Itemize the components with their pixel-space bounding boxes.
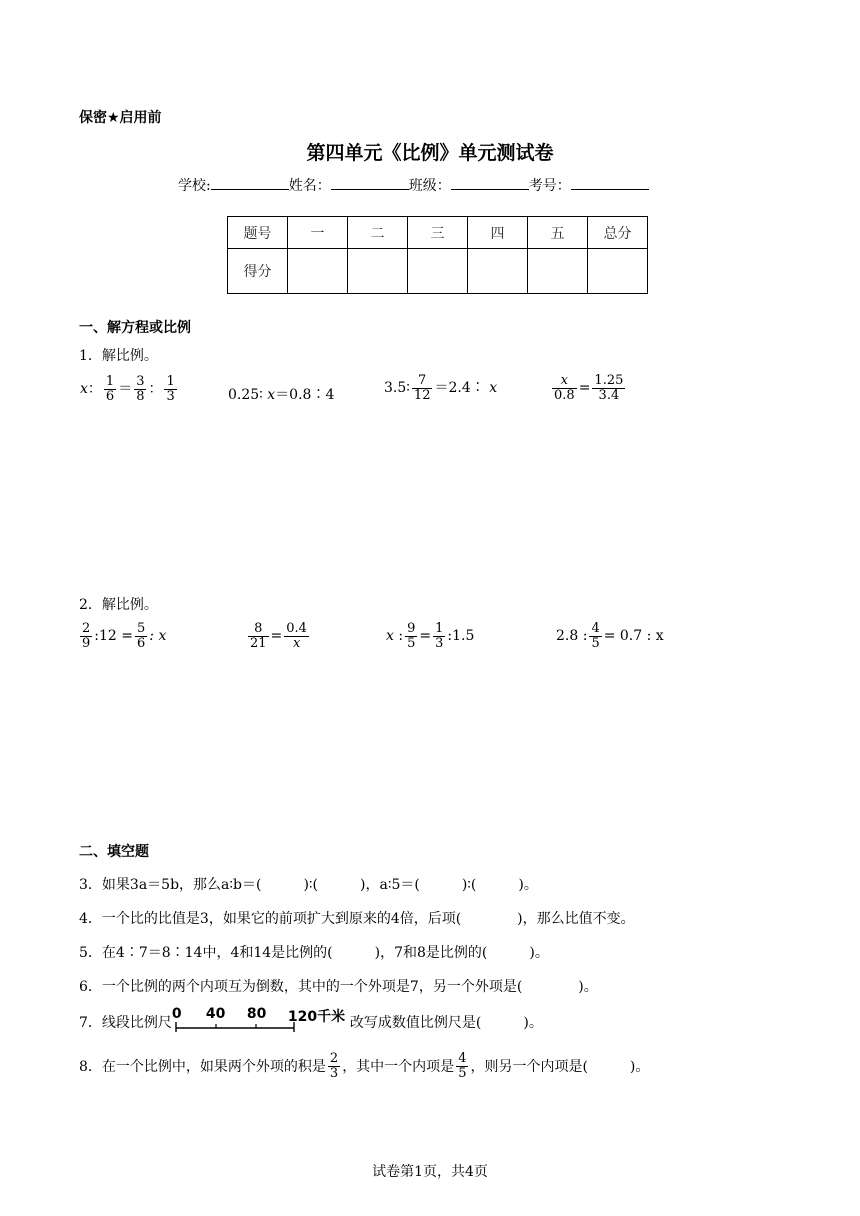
variable-x: x [386,628,394,645]
fraction [104,375,116,403]
fraction [80,622,92,650]
q1-equation-d [550,374,627,402]
numerator: 5 [137,621,146,636]
score-cell[interactable] [348,249,408,294]
numerator: 1 [105,374,115,389]
equation-text: 3.5∶ [384,380,410,397]
q2-equation-d [556,622,664,650]
denominator: 5 [407,635,416,651]
score-table-header: 题号 [228,217,288,249]
denominator: 9 [82,635,91,651]
numerator: 1.25 [594,373,624,388]
fraction [248,622,269,650]
denominator: 3.4 [598,387,620,403]
student-info-line [178,175,649,195]
denominator: 5 [591,635,600,651]
confidential-label: 保密★启用前 [79,110,162,126]
fraction [433,622,445,650]
score-table [227,216,648,294]
equation-text: 2.8 : [556,628,588,645]
numerator: 4 [591,621,600,636]
score-table-header: 二 [348,217,408,249]
colon: : [393,628,404,645]
scale-label: 0 [171,1006,182,1022]
variable-x: x [560,373,569,388]
fraction [412,374,433,402]
equals: = [578,380,591,397]
score-cell[interactable] [468,249,528,294]
line-scale-bar [171,1006,350,1034]
denominator: 3 [166,388,175,404]
name-label: 姓名： [288,178,331,194]
equation-text: ＝0.8∶4 [275,387,335,403]
denominator: 0.8 [554,387,575,403]
equation-text: : x [149,628,167,645]
denominator: 3 [435,635,444,651]
school-blank[interactable] [211,175,289,190]
numerator: 1 [435,621,444,636]
equation-text: = 0.7 : x [603,628,664,645]
score-table-header: 四 [468,217,528,249]
q6-text: 6．一个比例的两个内项互为倒数，其中的一个外项是7，另一个外项是( )。 [79,979,598,995]
numerator [552,374,577,389]
fraction [135,622,147,650]
scale-label: 120千米 [287,1009,346,1025]
section2-heading: 二、填空题 [79,844,149,860]
q2-equation-a [78,622,166,650]
q7-text [79,1006,543,1034]
q1-equation-c [384,374,497,402]
score-cell[interactable] [528,249,588,294]
score-table-header: 五 [528,217,588,249]
q7-right-text: 改写成数值比例尺是( )。 [349,1015,543,1031]
q1-stem: 1．解比例。 [79,348,158,364]
number-blank[interactable] [571,175,649,190]
q8-mid-text: ，其中一个内项是 [342,1059,455,1076]
fraction [328,1052,340,1080]
score-table-header: 三 [408,217,468,249]
numerator: 2 [329,1051,339,1066]
q4-text: 4．一个比的比值是3，如果它的前项扩大到原来的4倍，后项( )，那么比值不变。 [79,911,635,927]
score-cell[interactable] [408,249,468,294]
denominator [284,637,309,651]
variable-x: x [267,387,276,403]
colon: ： [148,381,163,398]
fraction [552,374,577,402]
score-row-label: 得分 [228,249,288,294]
score-table-score-row [228,249,648,294]
equals: = [270,628,283,645]
denominator: 3 [329,1065,339,1081]
score-cell[interactable] [288,249,348,294]
q5-text: 5．在4∶7＝8∶14中，4和14是比例的( )，7和8是比例的( )。 [79,945,549,961]
q2-equation-b [246,622,311,650]
school-label: 学校: [178,178,211,194]
score-table-header: 总分 [588,217,648,249]
q7-left-text: 7．线段比例尺 [79,1015,172,1031]
scale-label: 80 [246,1006,267,1022]
class-blank[interactable] [451,175,529,190]
numerator: 1 [166,374,175,389]
q2-equation-c [386,622,474,650]
fraction [405,622,417,650]
denominator: 8 [136,388,145,404]
denominator: 6 [137,635,146,651]
denominator: 6 [105,388,115,404]
score-cell[interactable] [588,249,648,294]
denominator: 12 [413,387,431,403]
fraction [164,375,176,403]
page-footer: 试卷第1页，共4页 [372,1164,488,1180]
exam-title: 第四单元《比例》单元测试卷 [306,142,554,164]
q8-left-text: 8．在一个比例中，如果两个外项的积是 [79,1059,326,1076]
fraction [456,1052,468,1080]
equals: = [419,628,432,645]
section1-heading: 一、解方程或比例 [79,320,191,336]
class-label: 班级： [408,178,451,194]
fraction [284,622,309,650]
q1-equation-a [80,375,179,403]
numerator: 8 [248,622,269,637]
equals: ＝ [118,381,133,398]
numerator: 2 [82,621,91,636]
denominator: 5 [458,1065,467,1081]
equation-text: 0.25∶ [228,387,263,403]
equation-text: ＝2.4∶ [434,380,485,397]
numerator: 4 [458,1051,467,1066]
numerator: 9 [407,621,416,636]
score-table-header-row [228,217,648,249]
numerator: 3 [136,374,145,389]
numerator: 7 [412,374,433,389]
q8-text [79,1052,649,1080]
variable-x: x [292,635,301,651]
score-table-header: 一 [288,217,348,249]
variable-x: x [489,380,498,397]
fraction [134,375,146,403]
fraction [592,374,625,402]
denominator: 21 [250,635,267,651]
variable-x: x [80,381,88,398]
colon: ： [87,381,102,398]
equation-text: :12 = [94,628,133,645]
equation-text: :1.5 [447,628,475,645]
q1-equation-b [228,384,334,404]
q2-stem: 2．解比例。 [79,597,158,613]
name-blank[interactable] [331,175,409,190]
scale-label: 40 [205,1006,226,1022]
number-label: 考号： [528,178,571,194]
q3-text: 3．如果3a＝5b，那么a∶b＝( )∶( )，a∶5＝( )∶( )。 [79,877,538,893]
numerator: 0.4 [286,621,307,636]
q8-right-text: ，则另一个内项是( )。 [470,1059,650,1076]
fraction [589,622,601,650]
